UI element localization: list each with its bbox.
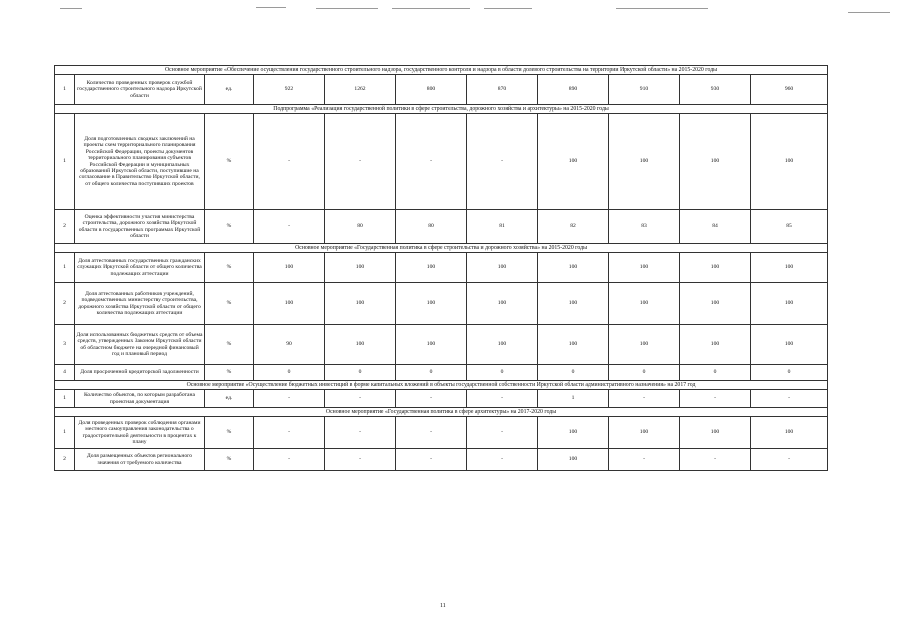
table-row (55, 325, 828, 365)
value-cell: 100 (609, 114, 680, 210)
row-number: 2 (55, 210, 75, 244)
scan-artifact-mark (256, 7, 286, 8)
value-cell: 100 (538, 449, 609, 471)
value-cell: 100 (609, 283, 680, 325)
value-cell: 100 (751, 114, 828, 210)
value-cell: 100 (538, 253, 609, 283)
value-cell: - (609, 449, 680, 471)
indicator-name: Доля подготовленных сводных заключений на проекты схем территориального планирования Российской Федерации, проекты документов территориального планирования субъектов Российской Федерации и муниципальных образований Иркутской области, поступившие на согласование в Правительство Иркутской области, от общего количества поступивших проектов (75, 114, 205, 210)
value-cell: 100 (680, 325, 751, 365)
section-header-row (55, 105, 828, 114)
row-number: 1 (55, 75, 75, 105)
row-number: 2 (55, 449, 75, 471)
value-cell: 922 (254, 75, 325, 105)
unit-cell: % (205, 417, 254, 449)
value-cell: 80 (396, 210, 467, 244)
section-title: Основное мероприятие «Обеспечение осуществления государственного строительного надзора, государственного контроля и надзора в области долевого строительства на территории Иркутской области» на 2015-2020 годы (55, 66, 828, 75)
value-cell: 100 (325, 253, 396, 283)
value-cell: 100 (538, 417, 609, 449)
unit-cell: % (205, 210, 254, 244)
value-cell: - (609, 390, 680, 408)
section-header-row (55, 381, 828, 390)
value-cell: - (325, 449, 396, 471)
section-title: Основное мероприятие «Государственная политика в сфере архитектуры» на 2017-2020 годы (55, 408, 828, 417)
value-cell: 100 (396, 283, 467, 325)
indicator-name: Доля аттестованных государственных гражданских служащих Иркутской области от общего количества подлежащих аттестации (75, 253, 205, 283)
value-cell: 80 (325, 210, 396, 244)
value-cell: 100 (751, 253, 828, 283)
value-cell: 100 (680, 417, 751, 449)
value-cell: 870 (467, 75, 538, 105)
unit-cell: % (205, 114, 254, 210)
value-cell: 100 (680, 114, 751, 210)
unit-cell: % (205, 325, 254, 365)
scan-artifact-mark (848, 12, 890, 13)
value-cell: 82 (538, 210, 609, 244)
table-body (55, 66, 828, 471)
table-row (55, 253, 828, 283)
value-cell: 0 (396, 365, 467, 381)
row-number: 1 (55, 417, 75, 449)
value-cell: 100 (680, 283, 751, 325)
value-cell: 960 (751, 75, 828, 105)
value-cell: 100 (538, 325, 609, 365)
value-cell: 100 (609, 325, 680, 365)
value-cell: 0 (609, 365, 680, 381)
value-cell: 100 (467, 283, 538, 325)
table-row (55, 417, 828, 449)
value-cell: - (396, 114, 467, 210)
value-cell: 100 (467, 253, 538, 283)
value-cell: - (396, 449, 467, 471)
table-row (55, 114, 828, 210)
table-row (55, 365, 828, 381)
table-row (55, 75, 828, 105)
value-cell: 83 (609, 210, 680, 244)
value-cell: 85 (751, 210, 828, 244)
value-cell: 100 (538, 283, 609, 325)
section-header-row (55, 408, 828, 417)
value-cell: - (254, 417, 325, 449)
value-cell: - (467, 417, 538, 449)
section-title: Основное мероприятие «Государственная политика в сфере строительства и дорожного хозяйства» на 2015-2020 годы (55, 244, 828, 253)
unit-cell: % (205, 283, 254, 325)
value-cell: 84 (680, 210, 751, 244)
row-number: 1 (55, 114, 75, 210)
value-cell: 800 (396, 75, 467, 105)
scan-artifact-mark (484, 8, 532, 9)
section-header-row (55, 66, 828, 75)
value-cell: 100 (325, 283, 396, 325)
table-row (55, 283, 828, 325)
value-cell: - (680, 449, 751, 471)
value-cell: 0 (254, 365, 325, 381)
page-number: 11 (440, 603, 446, 609)
value-cell: 81 (467, 210, 538, 244)
value-cell: - (325, 390, 396, 408)
value-cell: 100 (609, 417, 680, 449)
value-cell: - (751, 390, 828, 408)
indicator-name: Количество объектов, по которым разработана проектная документация (75, 390, 205, 408)
value-cell: - (254, 210, 325, 244)
scan-artifact-mark (316, 8, 378, 9)
value-cell: - (467, 114, 538, 210)
row-number: 1 (55, 253, 75, 283)
value-cell: 0 (680, 365, 751, 381)
section-title: Основное мероприятие «Осуществление бюджетных инвестиций в форме капитальных вложений в объекты государственной собственности Иркутской области административного назначения» на 2017 год (55, 381, 828, 390)
value-cell: 100 (751, 417, 828, 449)
value-cell: - (254, 390, 325, 408)
value-cell: 100 (254, 253, 325, 283)
table-row (55, 210, 828, 244)
value-cell: 100 (751, 325, 828, 365)
value-cell: 0 (325, 365, 396, 381)
value-cell: 100 (467, 325, 538, 365)
unit-cell: % (205, 365, 254, 381)
unit-cell: ед. (205, 390, 254, 408)
unit-cell: % (205, 253, 254, 283)
value-cell: 1262 (325, 75, 396, 105)
value-cell: - (325, 114, 396, 210)
row-number: 4 (55, 365, 75, 381)
value-cell: 0 (538, 365, 609, 381)
value-cell: - (467, 449, 538, 471)
section-header-row (55, 244, 828, 253)
scan-artifact-mark (392, 8, 470, 9)
value-cell: 0 (751, 365, 828, 381)
table-row (55, 390, 828, 408)
section-title: Подпрограмма «Реализация государственной политики в сфере строительства, дорожного хозяйства и архитектуры» на 2015-2020 годы (55, 105, 828, 114)
value-cell: 930 (680, 75, 751, 105)
value-cell: - (396, 390, 467, 408)
value-cell: 100 (396, 325, 467, 365)
row-number: 3 (55, 325, 75, 365)
indicator-name: Доля использованных бюджетных средств от объема средств, утвержденных Законом Иркутской области об областном бюджете на очередной финансовый год и плановый период (75, 325, 205, 365)
value-cell: 100 (751, 283, 828, 325)
value-cell: - (396, 417, 467, 449)
value-cell: 100 (396, 253, 467, 283)
value-cell: - (680, 390, 751, 408)
indicator-name: Количество проведенных проверок службой государственного строительного надзора Иркутской области (75, 75, 205, 105)
value-cell: 100 (680, 253, 751, 283)
value-cell: 890 (538, 75, 609, 105)
value-cell: - (325, 417, 396, 449)
indicators-table (54, 65, 828, 471)
indicator-name: Оценка эффективности участия министерства строительства, дорожного хозяйства Иркутской области в государственных программах Иркутской области (75, 210, 205, 244)
indicator-name: Доля просроченной кредиторской задолженности (75, 365, 205, 381)
value-cell: 100 (254, 283, 325, 325)
indicator-name: Доля проведенных проверок соблюдения органами местного самоуправления законодательства о градостроительной деятельности в процентах к плану (75, 417, 205, 449)
indicator-name: Доля размещенных объектов регионального значения от требуемого количества (75, 449, 205, 471)
indicator-name: Доля аттестованных работников учреждений, подведомственных министерству строительства, дорожного хозяйства Иркутской области от общего количества подлежащих аттестации (75, 283, 205, 325)
unit-cell: % (205, 449, 254, 471)
scan-artifact-mark (60, 8, 82, 9)
value-cell: 910 (609, 75, 680, 105)
value-cell: - (751, 449, 828, 471)
value-cell: 0 (467, 365, 538, 381)
value-cell: 90 (254, 325, 325, 365)
unit-cell: ед. (205, 75, 254, 105)
row-number: 2 (55, 283, 75, 325)
value-cell: 1 (538, 390, 609, 408)
value-cell: 100 (325, 325, 396, 365)
row-number: 1 (55, 390, 75, 408)
value-cell: - (254, 114, 325, 210)
table-row (55, 449, 828, 471)
value-cell: 100 (609, 253, 680, 283)
value-cell: - (467, 390, 538, 408)
value-cell: - (254, 449, 325, 471)
value-cell: 100 (538, 114, 609, 210)
scan-artifact-mark (616, 8, 708, 9)
